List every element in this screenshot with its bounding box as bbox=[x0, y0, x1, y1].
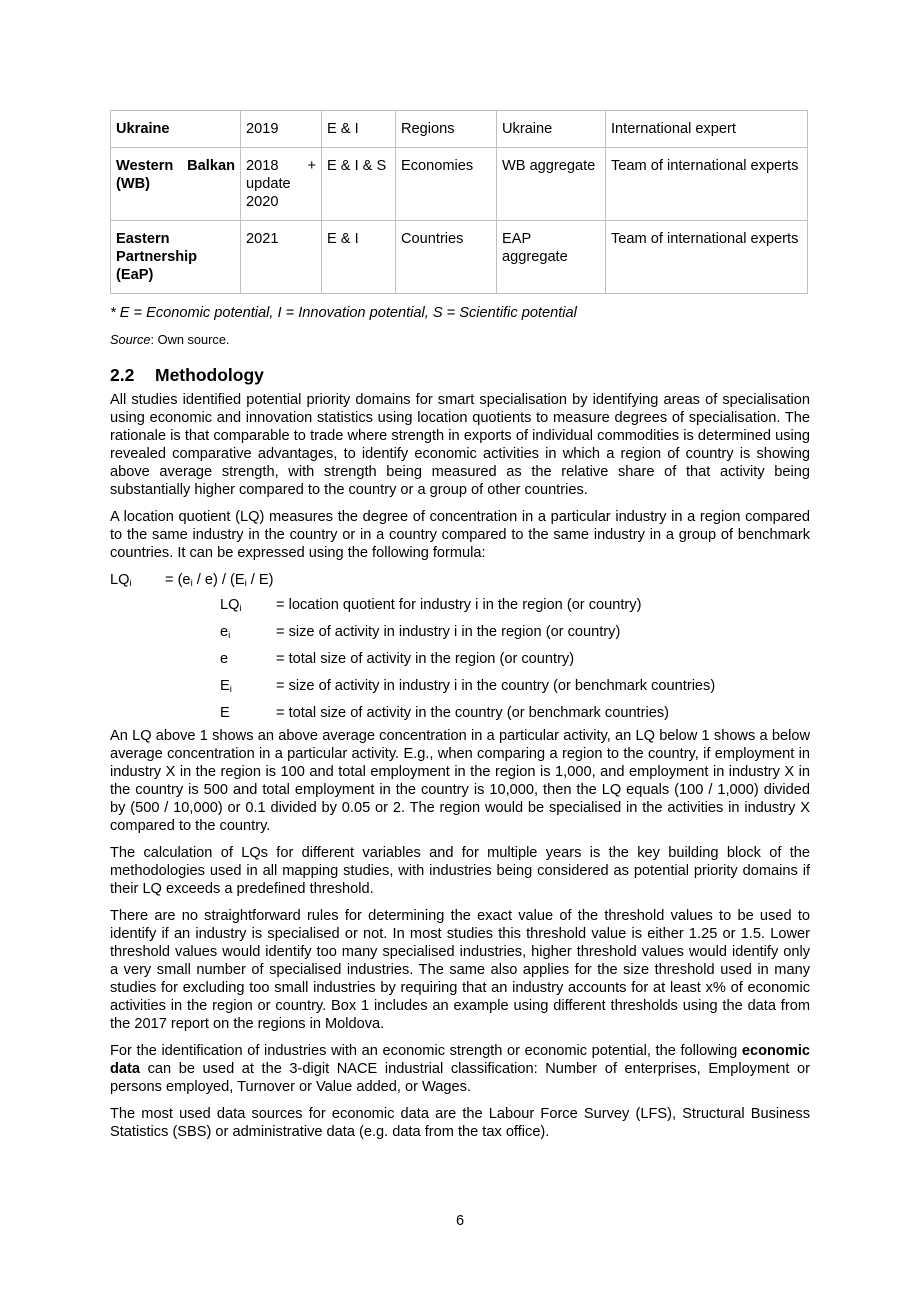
paragraph: The calculation of LQs for different variables and for multiple years is the key building block of the methodologies used in all mapping studies, with industries being considered as potential priority domains if their LQ exceeds a predefined threshold. bbox=[110, 845, 810, 897]
source-text: : Own source. bbox=[150, 332, 230, 347]
paragraph: The most used data sources for economic data are the Labour Force Survey (LFS), Structural Business Statistics (SBS) or administrative data (e.g. data from the tax office). bbox=[110, 1106, 810, 1140]
paragraph-text: can be used at the 3-digit NACE industrial classification: Number of enterprises, Employment or persons employed, Turnover or Value added, or Wages. bbox=[110, 1061, 810, 1095]
paragraph: A location quotient (LQ) measures the degree of concentration in a particular industry in a region compared to the same industry in the country or in a country compared to the same industry in a group of benchmark countries. It can be expressed using the following formula: bbox=[110, 509, 810, 561]
table-row bbox=[111, 111, 808, 148]
formula-rhs-part: / e) / (E bbox=[192, 572, 245, 588]
table-cell-author: Team of international experts bbox=[606, 221, 808, 294]
paragraph: An LQ above 1 shows an above average concentration in a particular activity, an LQ below 1 shows a below average concentration in a particular activity. E.g., when comparing a region to the country, if employment in industry X in the region is 100 and total employment in the region is 1,000, and employment in industry X in the country is 500 and total employment in the country is 10,000, then the LQ equals (100 / 1,000) divided by (500 / 10,000) or 0.1 divided by 0.05 or 2. The region would be specialised in the activities in industry X compared to the country. bbox=[110, 728, 810, 834]
formula-subscript: i bbox=[190, 578, 193, 589]
definition-subscript: i bbox=[239, 603, 242, 614]
definition-row bbox=[220, 704, 810, 722]
formula-subscript: i bbox=[244, 578, 247, 589]
definition-subscript: i bbox=[229, 684, 232, 695]
definition-symbol bbox=[220, 596, 276, 614]
table-cell-potential: E & I & S bbox=[322, 148, 396, 221]
table-cell-years: 2021 bbox=[241, 221, 322, 294]
formula-lhs bbox=[110, 571, 165, 589]
lq-formula bbox=[110, 571, 810, 589]
table-cell-years: 2018 + update 2020 bbox=[241, 148, 322, 221]
definition-row bbox=[220, 623, 810, 641]
table-cell-level: Economies bbox=[396, 148, 497, 221]
table-source bbox=[110, 331, 810, 349]
formula-lhs-symbol: LQ bbox=[110, 572, 130, 588]
definition-symbol-text: E bbox=[220, 678, 230, 694]
source-label: Source bbox=[110, 332, 151, 347]
table-cell-benchmark: WB aggregate bbox=[497, 148, 606, 221]
definition-symbol-text: LQ bbox=[220, 597, 240, 613]
definition-symbol bbox=[220, 623, 276, 641]
definition-row bbox=[220, 677, 810, 695]
section-heading bbox=[110, 364, 810, 386]
table-cell-author: International expert bbox=[606, 111, 808, 148]
table-cell-benchmark: Ukraine bbox=[497, 111, 606, 148]
table-cell-country: Ukraine bbox=[111, 111, 241, 148]
definition-text: = size of activity in industry i in the region (or country) bbox=[276, 624, 621, 640]
table-cell-potential: E & I bbox=[322, 221, 396, 294]
table-row bbox=[111, 221, 808, 294]
definition-symbol-text: E bbox=[220, 705, 230, 721]
definition-symbol-text: e bbox=[220, 651, 229, 667]
definition-text: = size of activity in industry i in the country (or benchmark countries) bbox=[276, 678, 716, 694]
formula-rhs-part: = (e bbox=[165, 572, 191, 588]
table-cell-author: Team of international experts bbox=[606, 148, 808, 221]
paragraph bbox=[110, 1042, 810, 1096]
table-row bbox=[111, 148, 808, 221]
definition-text: = location quotient for industry i in the region (or country) bbox=[276, 597, 642, 613]
table-cell-benchmark: EAP aggregate bbox=[497, 221, 606, 294]
table-cell-country: Eastern Partnership (EaP) bbox=[111, 221, 241, 294]
definition-symbol bbox=[220, 650, 276, 668]
formula-rhs-part: / E) bbox=[246, 572, 274, 588]
section-title: Methodology bbox=[155, 365, 264, 385]
page-number: 6 bbox=[455, 1213, 465, 1229]
document-page bbox=[110, 110, 810, 1150]
paragraph-bold-term: economic data bbox=[110, 1043, 810, 1077]
table-cell-level: Regions bbox=[396, 111, 497, 148]
formula-rhs bbox=[165, 572, 273, 588]
table-cell-potential: E & I bbox=[322, 111, 396, 148]
paragraph: There are no straightforward rules for determining the exact value of the threshold values to be used to identify if an industry is specialised or not. In most studies this threshold value is either 1.25 or 1.5. Lower threshold values would identify too many specialised industries, higher threshold values would identify only a very small number of specialised industries. The same also applies for the size threshold used in many studies for excluding too small industries by requiring that an industry accounts for at least x% of economic activities in the region or country. Box 1 includes an example using different thresholds using the data from the 2017 report on the regions in Moldova. bbox=[110, 908, 810, 1032]
definition-symbol bbox=[220, 677, 276, 695]
definition-symbol-text: e bbox=[220, 624, 229, 640]
definition-subscript: i bbox=[228, 630, 231, 641]
studies-table bbox=[110, 110, 808, 294]
section-number: 2.2 bbox=[110, 365, 135, 385]
definition-symbol bbox=[220, 704, 276, 722]
definition-row bbox=[220, 650, 810, 668]
definition-text: = total size of activity in the country (or benchmark countries) bbox=[276, 705, 669, 721]
table-footnote: * E = Economic potential, I = Innovation potential, S = Scientific potential bbox=[110, 305, 577, 321]
definition-row bbox=[220, 596, 810, 614]
table-cell-country: Western Balkan (WB) bbox=[111, 148, 241, 221]
table-cell-level: Countries bbox=[396, 221, 497, 294]
definition-text: = total size of activity in the region (or country) bbox=[276, 651, 575, 667]
paragraph: All studies identified potential priority domains for smart specialisation by identifying areas of specialisation using economic and innovation statistics using location quotients to measure degrees of specialisation. The rationale is that comparable to trade where strength in exports of individual commodities is determined using revealed comparative advantages, to identify economic activities in which a region of country is showing above average strength, with strength being measured as the relative share of that activity being substantially higher compared to the country or a group of other countries. bbox=[110, 392, 810, 498]
formula-lhs-subscript: i bbox=[129, 578, 132, 589]
table-cell-years: 2019 bbox=[241, 111, 322, 148]
formula-definitions bbox=[220, 596, 810, 722]
paragraph-text: For the identification of industries with an economic strength or economic potential, the following bbox=[110, 1043, 742, 1059]
